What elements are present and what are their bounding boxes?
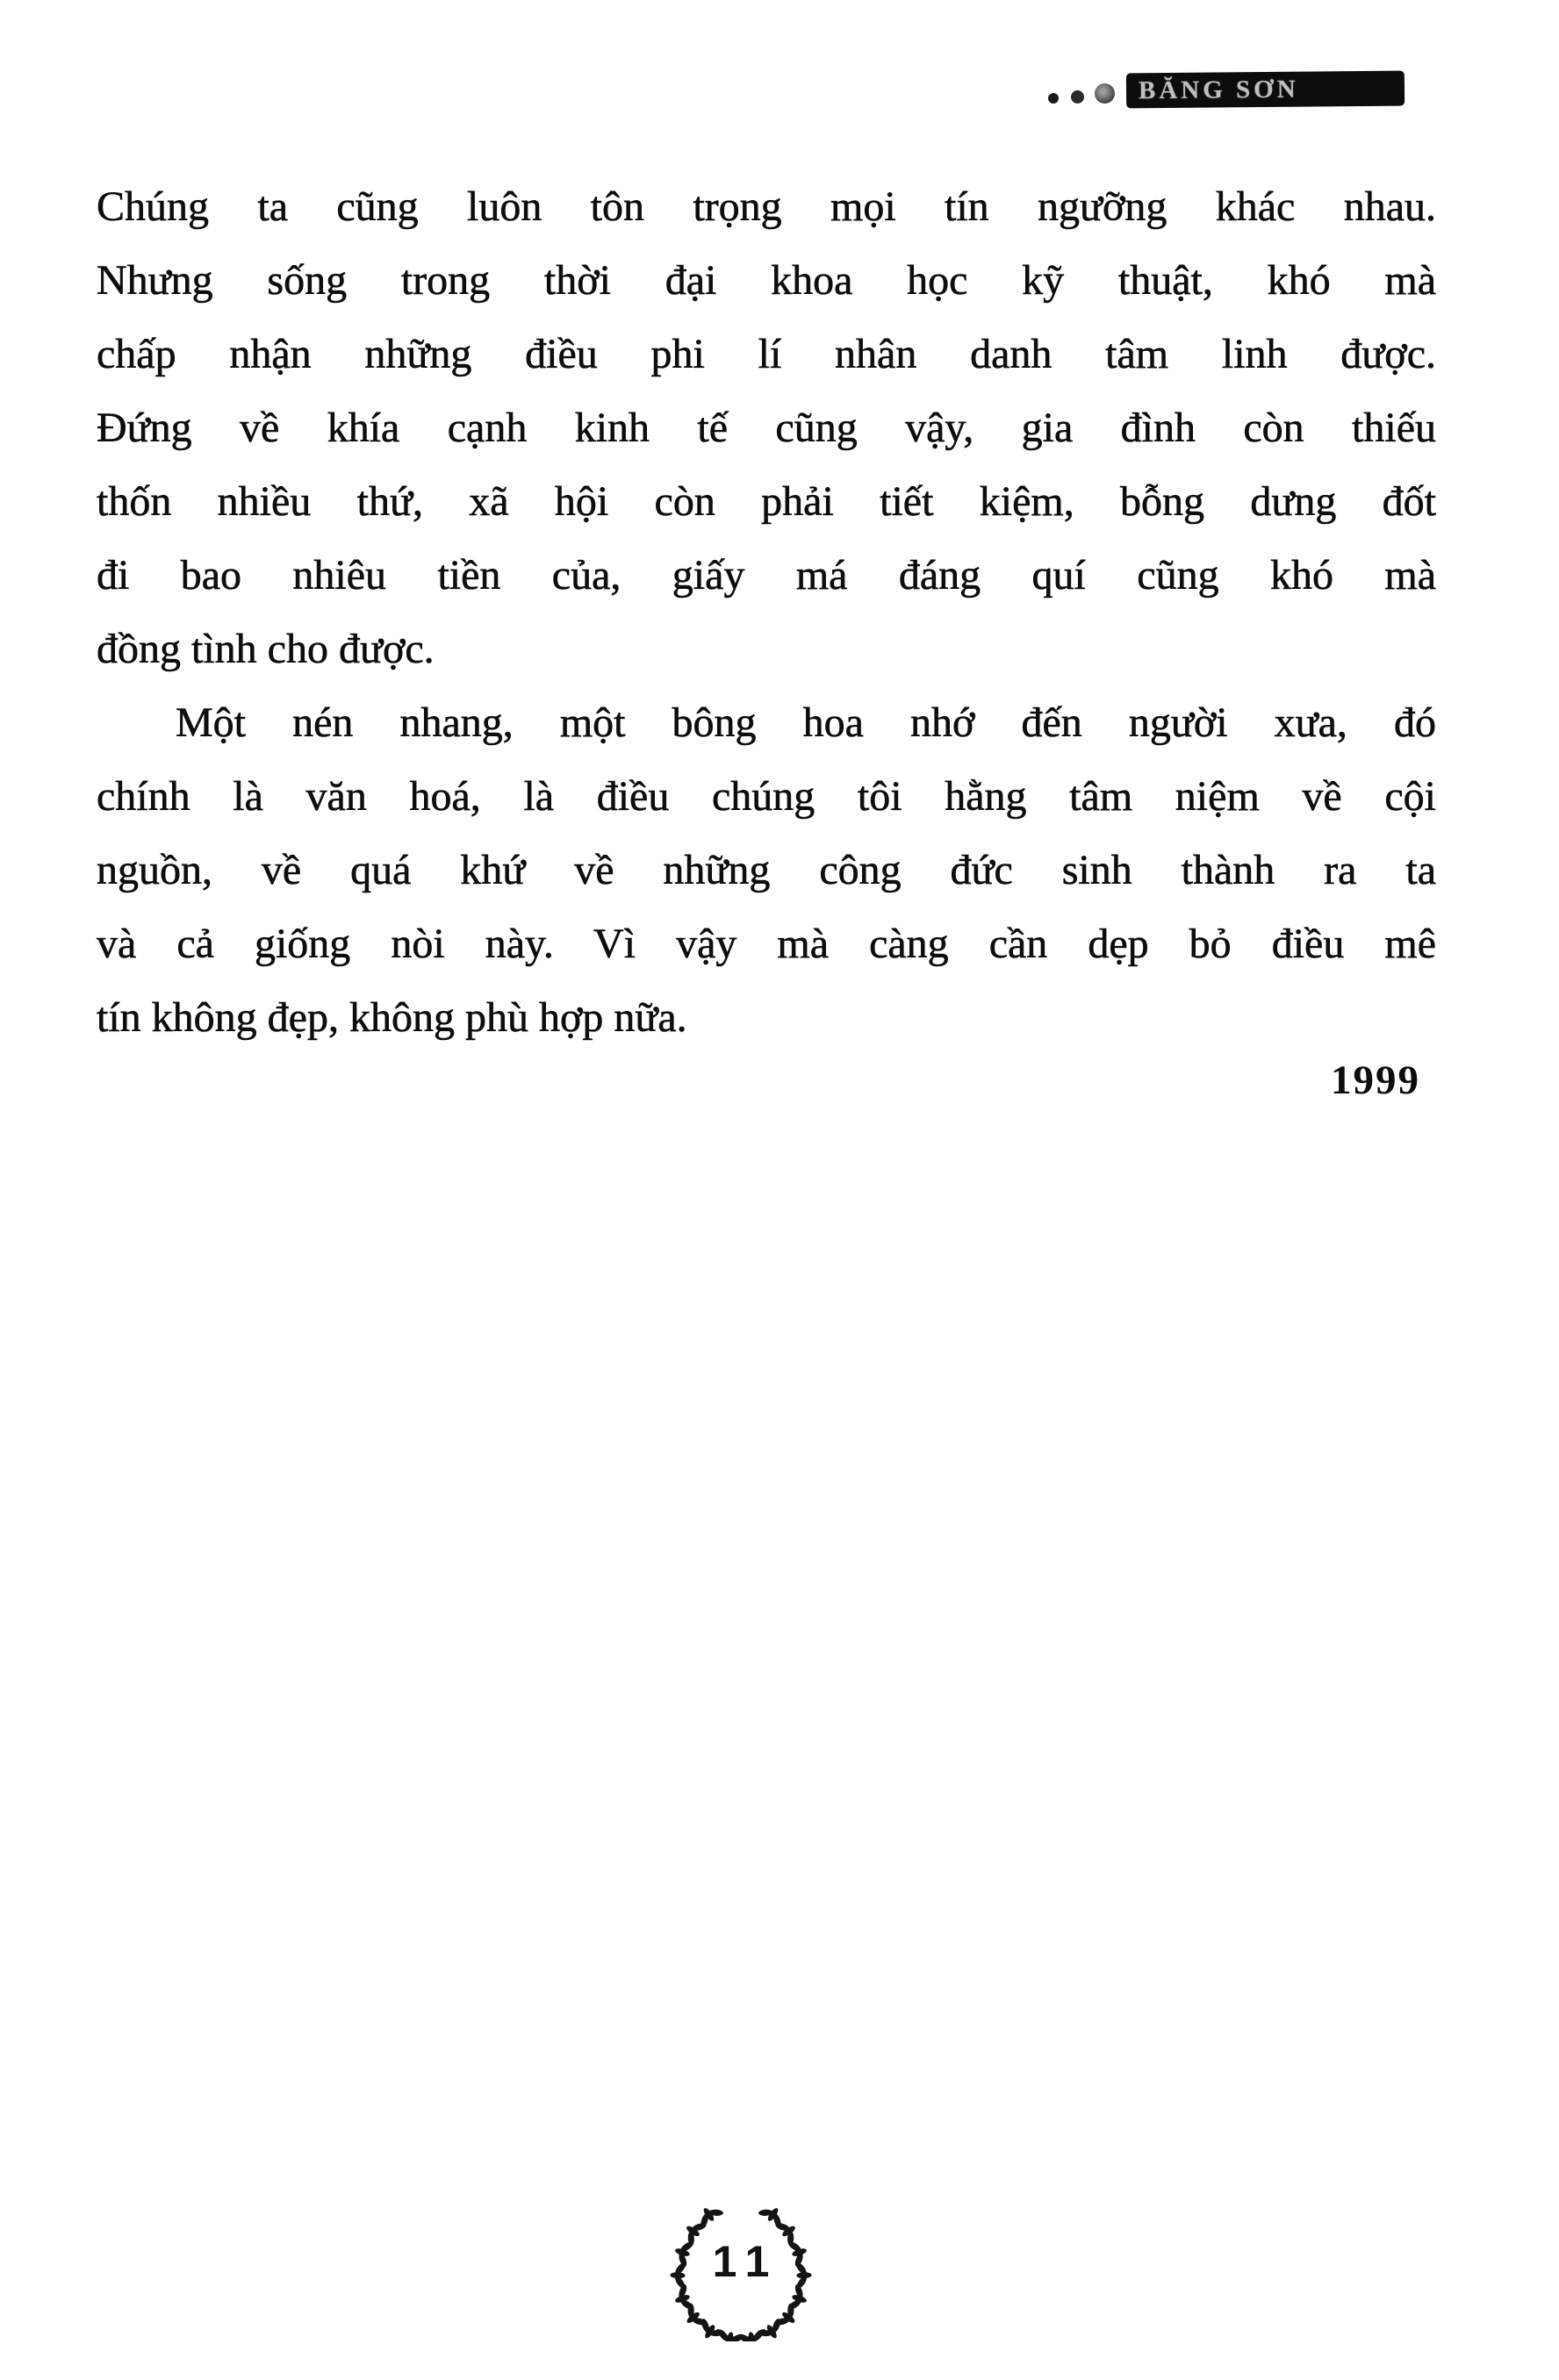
author-name: BĂNG SƠN: [1138, 75, 1299, 104]
page-number: 11: [712, 2237, 780, 2286]
text-line: tín không đẹp, không phù hợp nữa.: [97, 994, 687, 1041]
text-line: đi bao nhiêu tiền của, giấy má đáng quí cũng khó mà: [97, 552, 1436, 599]
text-line: Nhưng sống trong thời đại khoa học kỹ thuật, khó mà: [97, 257, 1436, 304]
text-line: Đứng về khía cạnh kinh tế cũng vậy, gia đình còn thiếu: [97, 405, 1436, 451]
page-footer: [660, 2199, 822, 2341]
author-banner: [1126, 71, 1405, 109]
text-line: Chúng ta cũng luôn tôn trọng mọi tín ngưỡng khác nhau.: [97, 183, 1436, 230]
dot-icon: [1048, 93, 1059, 104]
dot-icon: [1095, 83, 1115, 104]
text-line: Một nén nhang, một bông hoa nhớ đến người xưa, đó: [176, 699, 1436, 746]
dot-icon: [1071, 90, 1084, 104]
text-line: nguồn, về quá khứ về những công đức sinh thành ra ta: [97, 847, 1436, 893]
text-line: chính là văn hoá, là điều chúng tôi hằng tâm niệm về cội: [97, 773, 1436, 820]
year-label: 1999: [1331, 1057, 1420, 1103]
text-line: và cả giống nòi này. Vì vậy mà càng cần dẹp bỏ điều mê: [97, 921, 1436, 967]
text-line: chấp nhận những điều phi lí nhân danh tâm linh được.: [97, 331, 1436, 377]
text-line: thốn nhiều thứ, xã hội còn phải tiết kiệm, bỗng dưng đốt: [97, 478, 1436, 525]
body-text: [97, 170, 1436, 1055]
text-line: đồng tình cho được.: [97, 626, 435, 672]
